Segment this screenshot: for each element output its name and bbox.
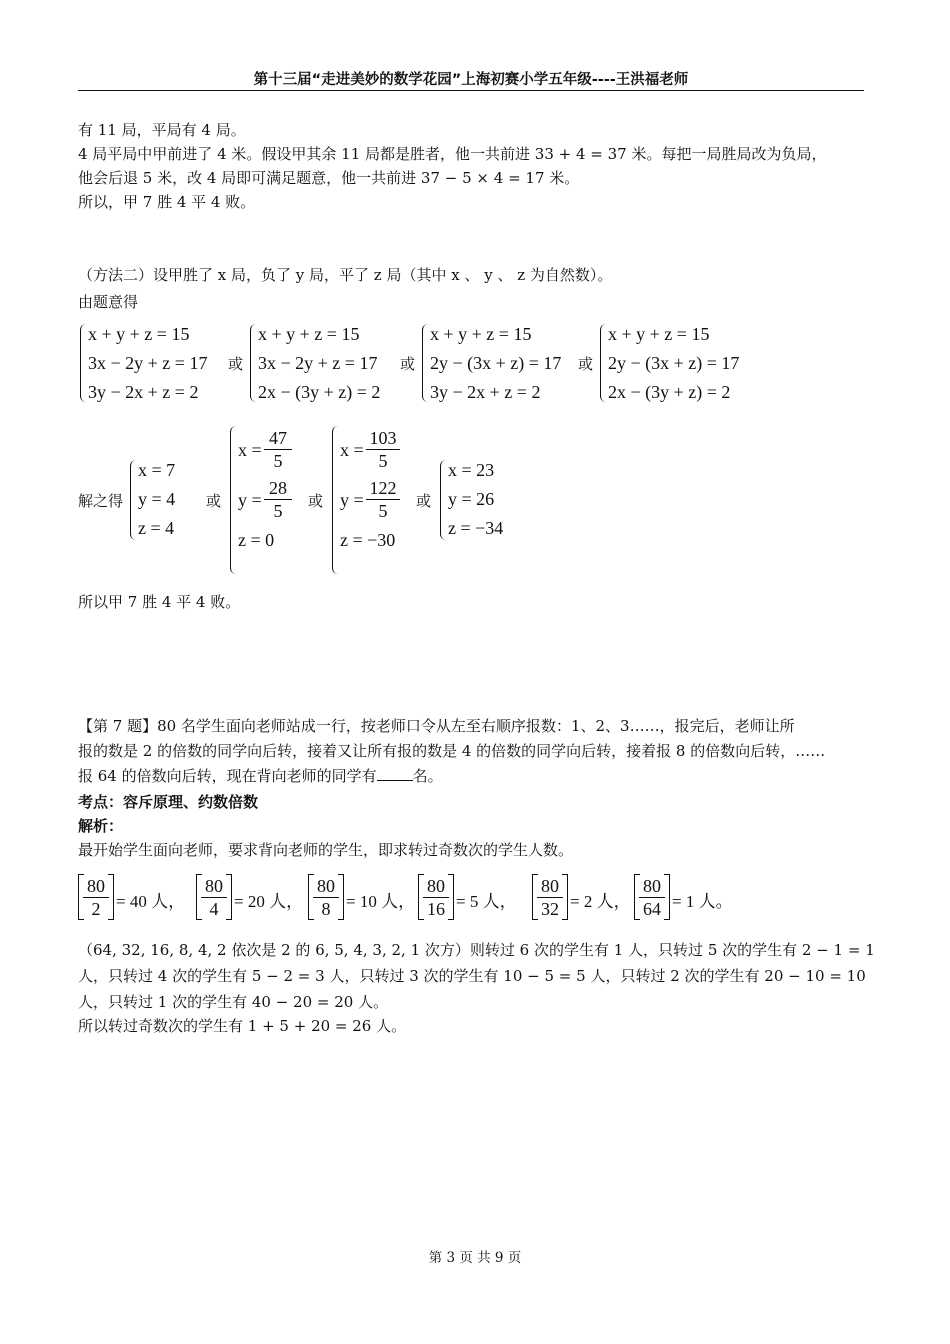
equation: x + y + z = 15 xyxy=(88,324,190,344)
problem7-line3a: 报 64 的倍数向后转，现在背向老师的同学有 xyxy=(78,767,377,785)
brace xyxy=(332,426,339,574)
denominator: 64 xyxy=(639,897,665,920)
floor-result: = 10 人， xyxy=(346,892,416,911)
method2-intro: （方法二）设甲胜了 x 局，负了 y 局，平了 z 局（其中 x 、 y 、 z 为自然数）。 xyxy=(78,266,613,284)
brace xyxy=(600,324,607,402)
fraction xyxy=(83,875,109,920)
equation: x = 7 xyxy=(138,460,176,480)
denominator: 5 xyxy=(366,449,400,472)
or-label: 或 xyxy=(400,355,416,373)
numerator: 80 xyxy=(643,876,661,896)
numerator: 103 xyxy=(369,428,397,448)
equation-system-4 xyxy=(598,322,748,406)
equation: 3x − 2y + z = 17 xyxy=(88,353,208,373)
denominator: 4 xyxy=(201,897,227,920)
analysis-line: 最开始学生面向老师，要求背向老师的学生，即求转过奇数次的学生人数。 xyxy=(78,841,574,859)
or-label: 或 xyxy=(578,355,594,373)
equation: 3x − 2y + z = 17 xyxy=(258,353,378,373)
text-line: 4 局平局中甲前进了 4 米。假设甲其余 11 局都是胜者，他一共前进 33 + 4 = 37 米。每把一局胜局改为负局， xyxy=(78,145,827,163)
fraction xyxy=(201,875,227,920)
method2-conclusion: 所以甲 7 胜 4 平 4 败。 xyxy=(78,593,241,611)
brace xyxy=(440,460,447,540)
fraction xyxy=(264,477,292,522)
equation: x + y + z = 15 xyxy=(608,324,710,344)
or-label: 或 xyxy=(308,492,324,510)
fraction xyxy=(313,875,339,920)
solution-1 xyxy=(128,458,198,542)
method2-from: 由题意得 xyxy=(78,293,139,311)
analysis-line: 人，只转过 1 次的学生有 40 − 20 = 20 人。 xyxy=(78,993,389,1011)
equation: z = −30 xyxy=(340,530,396,550)
numerator: 80 xyxy=(87,876,105,896)
fraction xyxy=(366,427,400,472)
numerator: 80 xyxy=(205,876,223,896)
equation: 2y − (3x + z) = 17 xyxy=(430,353,562,373)
solution-2 xyxy=(228,424,308,578)
solution-3 xyxy=(330,424,420,578)
answer-blank xyxy=(377,766,413,781)
fraction xyxy=(639,875,665,920)
equation: 2x − (3y + z) = 2 xyxy=(608,382,731,402)
fraction xyxy=(366,477,400,522)
equation-system-3 xyxy=(420,322,570,406)
denominator: 2 xyxy=(83,897,109,920)
equation: y = 4 xyxy=(138,489,176,509)
equation: z = 0 xyxy=(238,530,275,550)
equation-system-1 xyxy=(78,322,228,406)
floor-result: = 40 人， xyxy=(116,892,186,911)
denominator: 8 xyxy=(313,897,339,920)
equation: x = 23 xyxy=(448,460,495,480)
equation-lhs: y = xyxy=(238,490,262,510)
equation: 2x − (3y + z) = 2 xyxy=(258,382,381,402)
text-line: 他会后退 5 米，改 4 局即可满足题意，他一共前进 37 − 5 × 4 = 17 米。 xyxy=(78,169,580,187)
page-footer: 第 3 页 共 9 页 xyxy=(428,1250,522,1266)
brace xyxy=(130,460,137,540)
or-label: 或 xyxy=(228,355,244,373)
numerator: 80 xyxy=(317,876,335,896)
floor-result: = 5 人， xyxy=(456,892,517,911)
equation: x + y + z = 15 xyxy=(430,324,532,344)
denominator: 16 xyxy=(423,897,449,920)
fraction xyxy=(264,427,292,472)
numerator: 28 xyxy=(269,478,287,498)
equation-lhs: x = xyxy=(340,440,364,460)
analysis-line: 所以转过奇数次的学生有 1 + 5 + 20 = 26 人。 xyxy=(78,1017,407,1035)
denominator: 5 xyxy=(366,499,400,522)
problem7-line: 【第 7 题】80 名学生面向老师站成一行，按老师口令从左至右顺序报数：1、2、3……，报完后，老师让所 xyxy=(78,717,795,735)
brace xyxy=(422,324,429,402)
equation-lhs: y = xyxy=(340,490,364,510)
solve-label: 解之得 xyxy=(78,492,124,510)
solution-4 xyxy=(438,458,518,542)
equation: y = 26 xyxy=(448,489,495,509)
problem7-line: 报的数是 2 的倍数的同学向后转，接着又让所有报的数是 4 的倍数的同学向后转，接着报 8 的倍数向后转，…… xyxy=(78,742,826,760)
equation: x + y + z = 15 xyxy=(258,324,360,344)
floor-result: = 20 人， xyxy=(234,892,304,911)
problem7-line3b: 名。 xyxy=(412,767,443,785)
equation: 3y − 2x + z = 2 xyxy=(430,382,541,402)
kaodian-label: 考点：容斥原理、约数倍数 xyxy=(78,793,259,811)
equation-system-2 xyxy=(248,322,398,406)
numerator: 122 xyxy=(369,478,397,498)
numerator: 80 xyxy=(427,876,445,896)
text-line: 有 11 局，平局有 4 局。 xyxy=(78,121,246,139)
or-label: 或 xyxy=(416,492,432,510)
brace xyxy=(250,324,257,402)
denominator: 5 xyxy=(264,499,292,522)
brace xyxy=(230,426,237,574)
numerator: 80 xyxy=(541,876,559,896)
equation: 2y − (3x + z) = 17 xyxy=(608,353,740,373)
jiexi-label: 解析： xyxy=(78,817,124,835)
equation: z = 4 xyxy=(138,518,175,538)
equation: z = −34 xyxy=(448,518,504,538)
denominator: 5 xyxy=(264,449,292,472)
or-label: 或 xyxy=(206,492,222,510)
denominator: 32 xyxy=(537,897,563,920)
equation-lhs: x = xyxy=(238,440,262,460)
brace xyxy=(80,324,87,402)
analysis-line: （64, 32, 16, 8, 4, 2 依次是 2 的 6, 5, 4, 3, 2, 1 次方）则转过 6 次的学生有 1 人，只转过 5 次的学生有 2 − 1 = 1 xyxy=(78,941,875,959)
floor-expressions xyxy=(78,874,858,922)
equation: 3y − 2x + z = 2 xyxy=(88,382,199,402)
fraction xyxy=(423,875,449,920)
floor-result: = 1 人。 xyxy=(672,892,733,911)
header-rule xyxy=(78,90,864,91)
analysis-line: 人，只转过 4 次的学生有 5 − 2 = 3 人，只转过 3 次的学生有 10 − 5 = 5 人，只转过 2 次的学生有 20 − 10 = 10 xyxy=(78,967,866,985)
numerator: 47 xyxy=(269,428,287,448)
fraction xyxy=(537,875,563,920)
page-header-title: 第十三届“走进美妙的数学花园”上海初赛小学五年级----王洪福老师 xyxy=(253,72,689,88)
problem7-line xyxy=(78,766,443,786)
floor-result: = 2 人， xyxy=(570,892,631,911)
text-line: 所以，甲 7 胜 4 平 4 败。 xyxy=(78,193,256,211)
